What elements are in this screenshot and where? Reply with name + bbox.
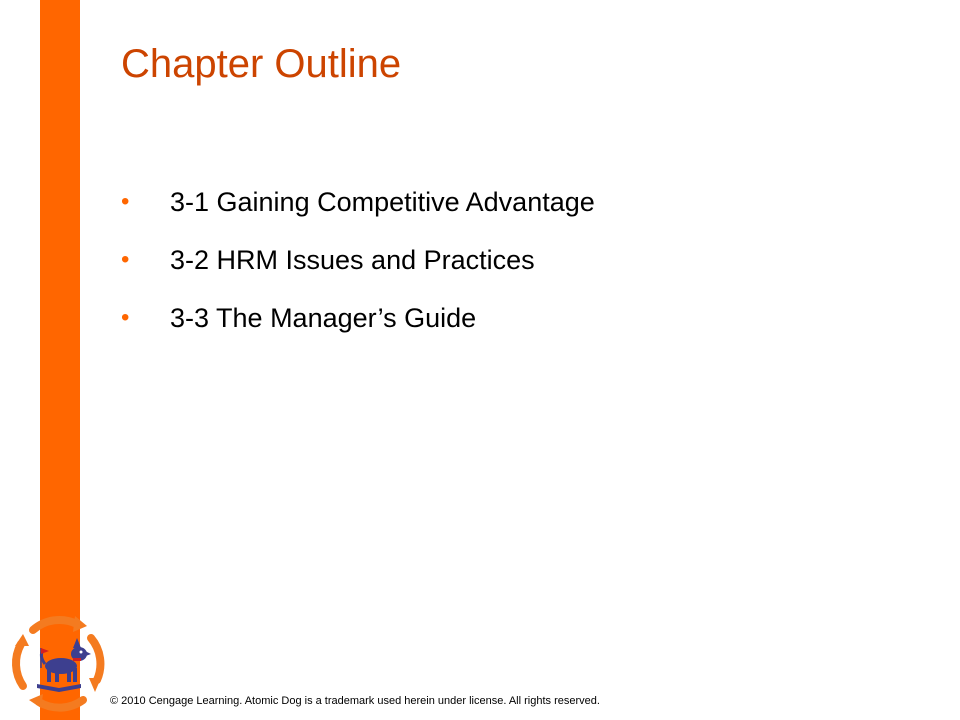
list-item-text: 3-1 Gaining Competitive Advantage — [170, 187, 595, 217]
atomic-dog-logo-icon — [11, 608, 107, 712]
copyright-footer: © 2010 Cengage Learning. Atomic Dog is a trademark used herein under license. All rights reserved. — [110, 695, 600, 707]
list-item-text: 3-2 HRM Issues and Practices — [170, 245, 535, 275]
slide-title: Chapter Outline — [121, 42, 402, 86]
bullet-icon: • — [121, 188, 130, 215]
bullet-icon: • — [121, 304, 130, 331]
list-item-text: 3-3 The Manager’s Guide — [170, 303, 477, 333]
bullet-icon: • — [121, 246, 130, 273]
